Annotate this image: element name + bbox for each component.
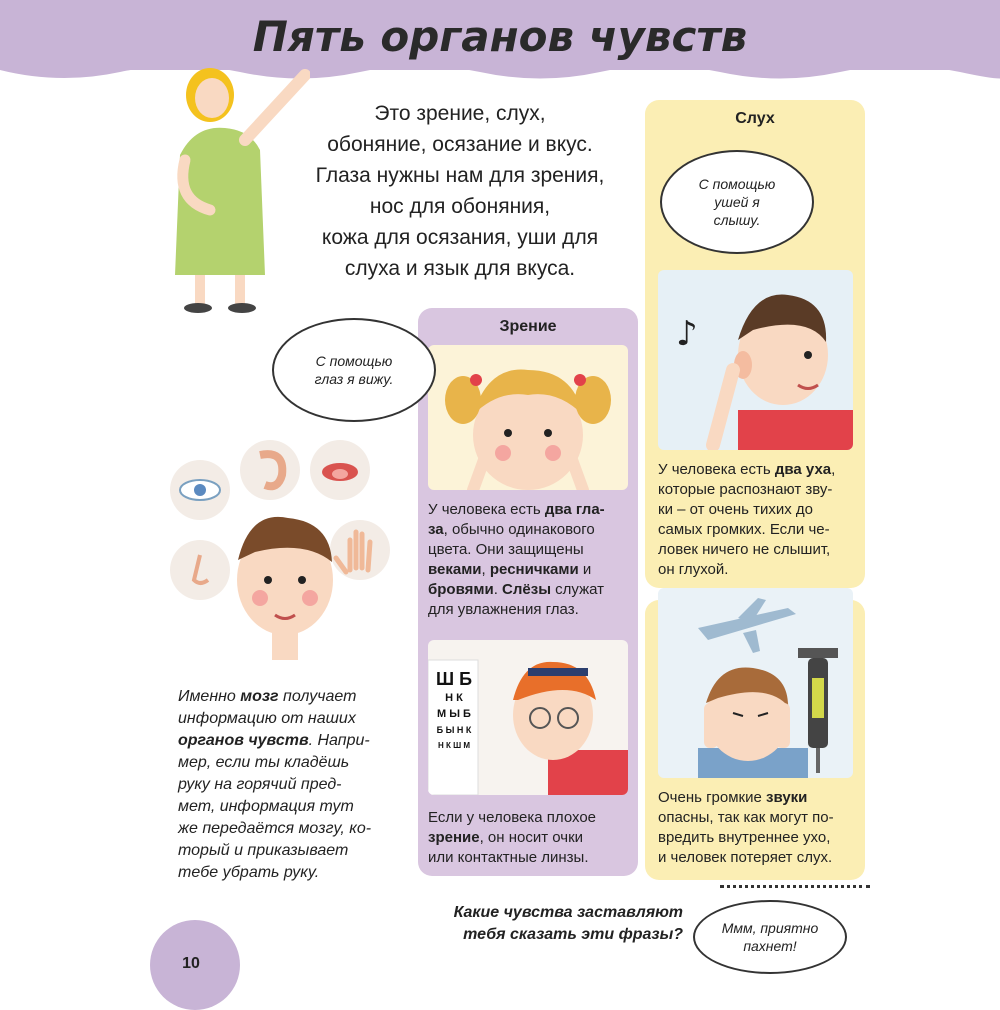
- text-run: .: [493, 581, 503, 598]
- text-run: Именно: [178, 688, 241, 705]
- text-run: вредить внутреннее ухо,: [658, 829, 831, 846]
- eye-chart-row: Ш Б: [435, 669, 473, 689]
- bold-term: два гла-: [544, 501, 605, 518]
- bold-term: звуки: [766, 789, 808, 806]
- bold-term: за: [428, 521, 444, 538]
- intro-text: Это зрение, слух, обоняние, осязание и вкус. Глаза нужны нам для зрения, нос для обоняния, кожа для осязания, уши для слуха и язык для вкуса.: [315, 102, 605, 280]
- bold-term: Слёзы: [502, 581, 552, 598]
- senses-illustration: [160, 440, 420, 670]
- text-run: Если у человека плохое: [428, 809, 597, 826]
- eye-chart-row: Б Ы Н К: [436, 725, 472, 735]
- quiz-speech-bubble: [693, 900, 847, 974]
- text-run: ,: [831, 461, 836, 478]
- text-run: для увлажнения глаз.: [428, 601, 579, 618]
- page-title: Пять органов чувств: [252, 12, 748, 61]
- vision-text-2: [428, 808, 633, 868]
- vision-bubble-text: С помощью глаз я вижу.: [314, 353, 394, 387]
- eye-chart-row: Н К Ш М: [437, 741, 471, 750]
- text-run: он глухой.: [658, 561, 729, 578]
- bold-term: веками: [428, 561, 482, 578]
- text-run: информацию от наших: [178, 710, 356, 727]
- text-run: . Напри-: [308, 732, 370, 749]
- quiz-question: Какие чувства заставляют тебя сказать эти фразы?: [453, 904, 683, 943]
- vision-text-1: [428, 500, 633, 620]
- text-run: тебе убрать руку.: [178, 864, 320, 881]
- brain-text: [178, 686, 400, 884]
- text-run: опасны, так как могут по-: [658, 809, 834, 826]
- hearing-bubble-text: С помощью ушей я слышу.: [698, 176, 776, 228]
- bold-term: зрение: [428, 829, 480, 846]
- girl-eyes-illustration: [428, 345, 628, 490]
- text-run: или контактные линзы.: [428, 849, 589, 866]
- bold-term: ресничками: [489, 561, 579, 578]
- text-run: и человек потеряет слух.: [658, 849, 833, 866]
- svg-text:♪: ♪: [676, 314, 698, 354]
- text-run: мет, информация тут: [178, 798, 354, 815]
- text-run: У человека есть: [658, 461, 775, 478]
- hearing-speech-bubble: [660, 150, 814, 254]
- quiz-bubble-text: Ммм, приятно пахнет!: [721, 920, 819, 954]
- text-run: Очень громкие: [658, 789, 767, 806]
- text-run: У человека есть: [428, 501, 545, 518]
- text-run: торый и приказывает: [178, 842, 349, 859]
- text-run: мер, если ты кладёшь: [178, 754, 350, 771]
- hearing-text-2: [658, 788, 863, 868]
- vision-title: Зрение: [499, 318, 557, 335]
- bold-term: два уха: [774, 461, 832, 478]
- bold-term: бровями: [428, 581, 494, 598]
- text-run: ки – от очень тихих до: [658, 501, 813, 518]
- text-run: цвета. Они защищены: [428, 541, 584, 558]
- text-run: , он носит очки: [479, 829, 584, 846]
- text-run: , обычно одинакового: [443, 521, 595, 538]
- text-run: самых громких. Если че-: [658, 521, 830, 538]
- eye-chart: [432, 668, 476, 754]
- boy-listening-illustration: [658, 270, 853, 450]
- vision-speech-bubble: [272, 318, 436, 422]
- dotted-divider: [720, 885, 870, 888]
- hearing-text-1: [658, 460, 863, 580]
- text-run: получает: [278, 688, 357, 705]
- hearing-title: Слух: [735, 110, 775, 127]
- loud-noise-illustration: [658, 588, 853, 778]
- eye-chart-row: М Ы Б: [437, 708, 471, 720]
- text-run: которые распознают зву-: [658, 481, 833, 498]
- text-run: ,: [481, 561, 490, 578]
- text-run: и: [578, 561, 592, 578]
- text-run: руку на горячий пред-: [178, 776, 342, 793]
- bold-term: мозг: [240, 688, 279, 705]
- text-run: ловек ничего не слышит,: [658, 541, 831, 558]
- bold-term: органов чувств: [178, 732, 309, 749]
- eye-chart-row: Н К: [445, 692, 463, 704]
- page-number: 10: [182, 955, 200, 972]
- text-run: служат: [551, 581, 605, 598]
- text-run: же передаётся мозгу, ко-: [178, 820, 372, 837]
